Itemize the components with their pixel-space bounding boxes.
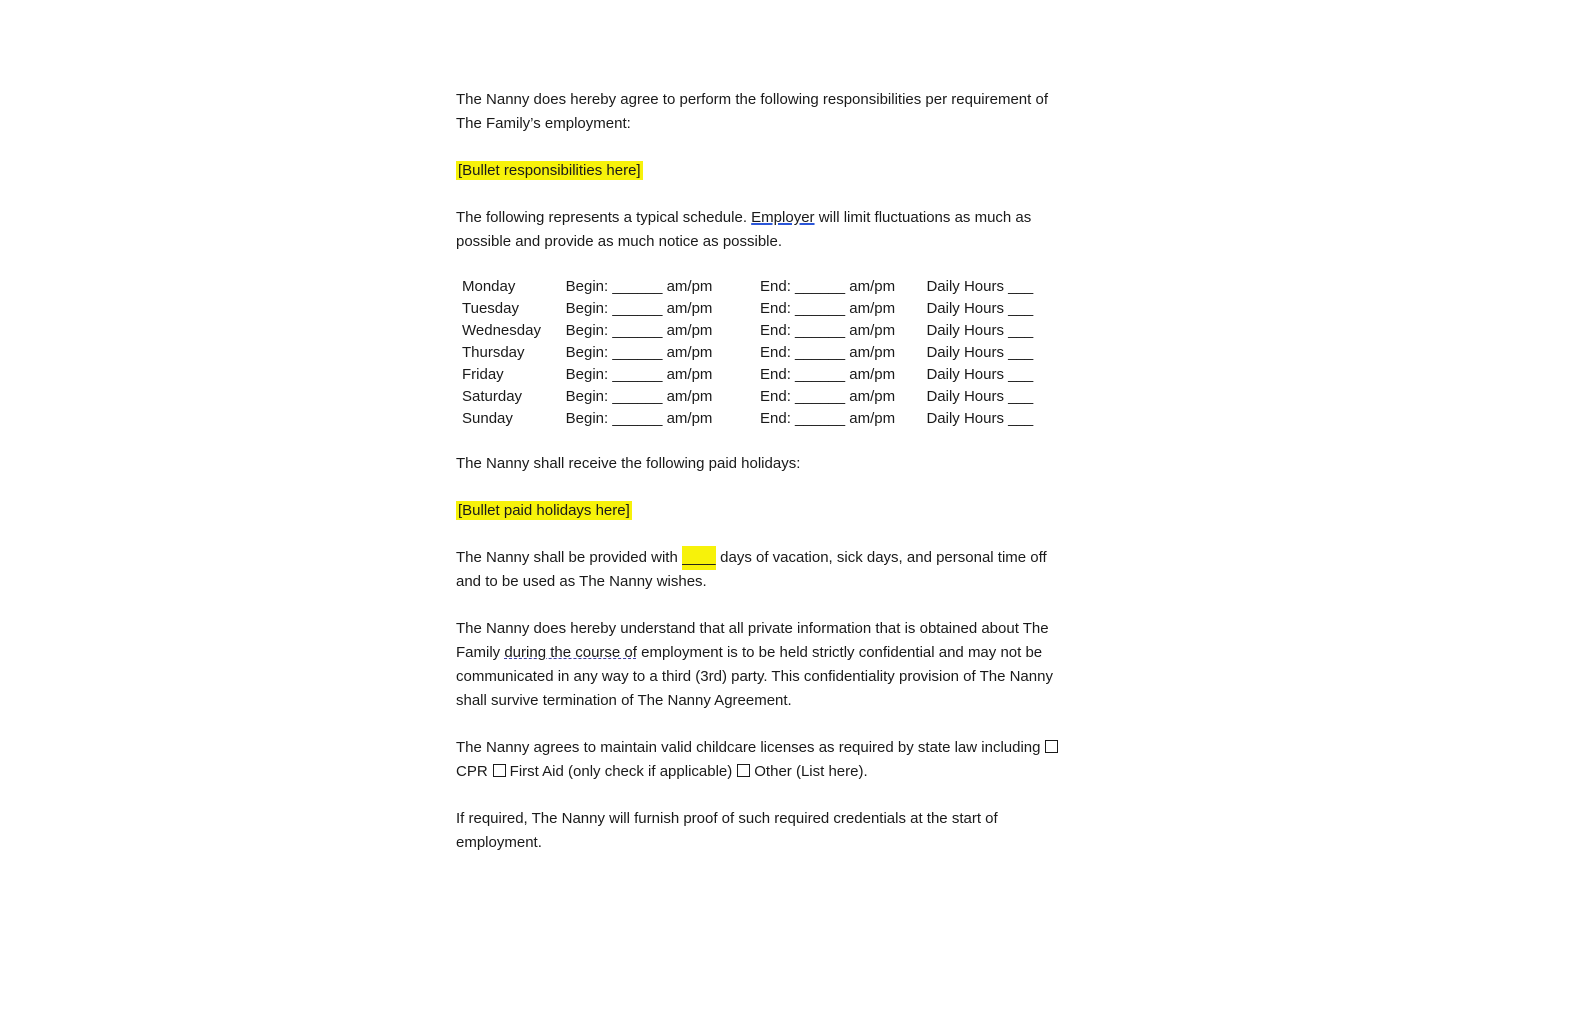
- vacation-text-end: days of vacation, sick days, and personal time off and to be used as The Nanny wishes.: [456, 549, 1047, 590]
- other-checkbox[interactable]: [737, 764, 750, 777]
- schedule-intro: [456, 206, 1066, 254]
- other-label: Other (List here).: [754, 763, 868, 780]
- schedule-intro-end: will limit fluctuations as much as possible and provide as much notice as possible.: [456, 209, 1032, 250]
- vacation-paragraph: [456, 546, 1066, 594]
- schedule-row: [462, 342, 1066, 364]
- responsibilities-placeholder-text: [Bullet responsibilities here]: [458, 162, 641, 179]
- schedule-begin: Begin: ______ am/pm: [565, 278, 713, 295]
- employer-word: Employer: [751, 209, 815, 226]
- schedule-begin: Begin: ______ am/pm: [565, 410, 713, 427]
- schedule-table: [462, 276, 1066, 430]
- schedule-day: Friday: [462, 366, 504, 383]
- responsibilities-intro: The Nanny does hereby agree to perform the following responsibilities per requirement of The Family’s employment:: [456, 91, 1048, 132]
- schedule-begin: Begin: ______ am/pm: [565, 322, 713, 339]
- first-aid-checkbox[interactable]: [493, 764, 506, 777]
- schedule-end: End: ______ am/pm: [760, 410, 896, 427]
- responsibilities-placeholder: [456, 159, 1066, 183]
- schedule-end: End: ______ am/pm: [760, 300, 896, 317]
- schedule-row: [462, 276, 1066, 298]
- schedule-hours: Daily Hours ___: [926, 366, 1034, 383]
- schedule-day: Tuesday: [462, 300, 519, 317]
- holidays-intro: The Nanny shall receive the following paid holidays:: [456, 455, 801, 472]
- schedule-row: [462, 298, 1066, 320]
- cpr-label: CPR: [456, 763, 488, 780]
- schedule-begin: Begin: ______ am/pm: [565, 300, 713, 317]
- licenses-paragraph: [456, 736, 1066, 784]
- schedule-begin: Begin: ______ am/pm: [565, 344, 713, 361]
- schedule-hours: Daily Hours ___: [926, 344, 1034, 361]
- schedule-begin: Begin: ______ am/pm: [565, 366, 713, 383]
- schedule-day: Monday: [462, 278, 516, 295]
- schedule-intro-start: The following represents a typical schedule.: [456, 209, 752, 226]
- schedule-end: End: ______ am/pm: [760, 388, 896, 405]
- vacation-text-start: The Nanny shall be provided with: [456, 549, 682, 566]
- confidentiality-text-start: The Nanny does hereby understand that all private information that is obtained about The Family: [456, 620, 1049, 661]
- schedule-row: [462, 364, 1066, 386]
- schedule-begin: Begin: ______ am/pm: [565, 388, 713, 405]
- schedule-day: Saturday: [462, 388, 523, 405]
- schedule-day: Thursday: [462, 344, 525, 361]
- document-page: [456, 88, 1066, 855]
- schedule-hours: Daily Hours ___: [926, 278, 1034, 295]
- credentials-paragraph: If required, The Nanny will furnish proof of such required credentials at the start of employment.: [456, 810, 998, 851]
- licenses-text: The Nanny agrees to maintain valid childcare licenses as required by state law including: [456, 739, 1041, 756]
- schedule-hours: Daily Hours ___: [926, 300, 1034, 317]
- schedule-row: [462, 320, 1066, 342]
- schedule-hours: Daily Hours ___: [926, 388, 1034, 405]
- schedule-day: Sunday: [462, 410, 513, 427]
- confidentiality-paragraph: [456, 617, 1066, 713]
- cpr-checkbox[interactable]: [1045, 740, 1058, 753]
- schedule-day: Wednesday: [462, 322, 541, 339]
- confidentiality-text-end: employment is to be held strictly confidential and may not be communicated in any way to a third (3rd) party. This confidentiality provision of The Nanny shall survive termination of The Nanny Agreement.: [456, 644, 1053, 709]
- schedule-end: End: ______ am/pm: [760, 366, 896, 383]
- schedule-end: End: ______ am/pm: [760, 322, 896, 339]
- schedule-row: [462, 386, 1066, 408]
- schedule-end: End: ______ am/pm: [760, 278, 896, 295]
- schedule-hours: Daily Hours ___: [926, 322, 1034, 339]
- vacation-days-blank[interactable]: [682, 546, 716, 570]
- schedule-hours: Daily Hours ___: [926, 410, 1034, 427]
- first-aid-label: First Aid (only check if applicable): [509, 763, 733, 780]
- grammar-flag-phrase: during the course of: [504, 644, 637, 661]
- holidays-placeholder: [456, 499, 1066, 523]
- holidays-placeholder-text: [Bullet paid holidays here]: [458, 502, 630, 519]
- schedule-end: End: ______ am/pm: [760, 344, 896, 361]
- schedule-row: [462, 408, 1066, 430]
